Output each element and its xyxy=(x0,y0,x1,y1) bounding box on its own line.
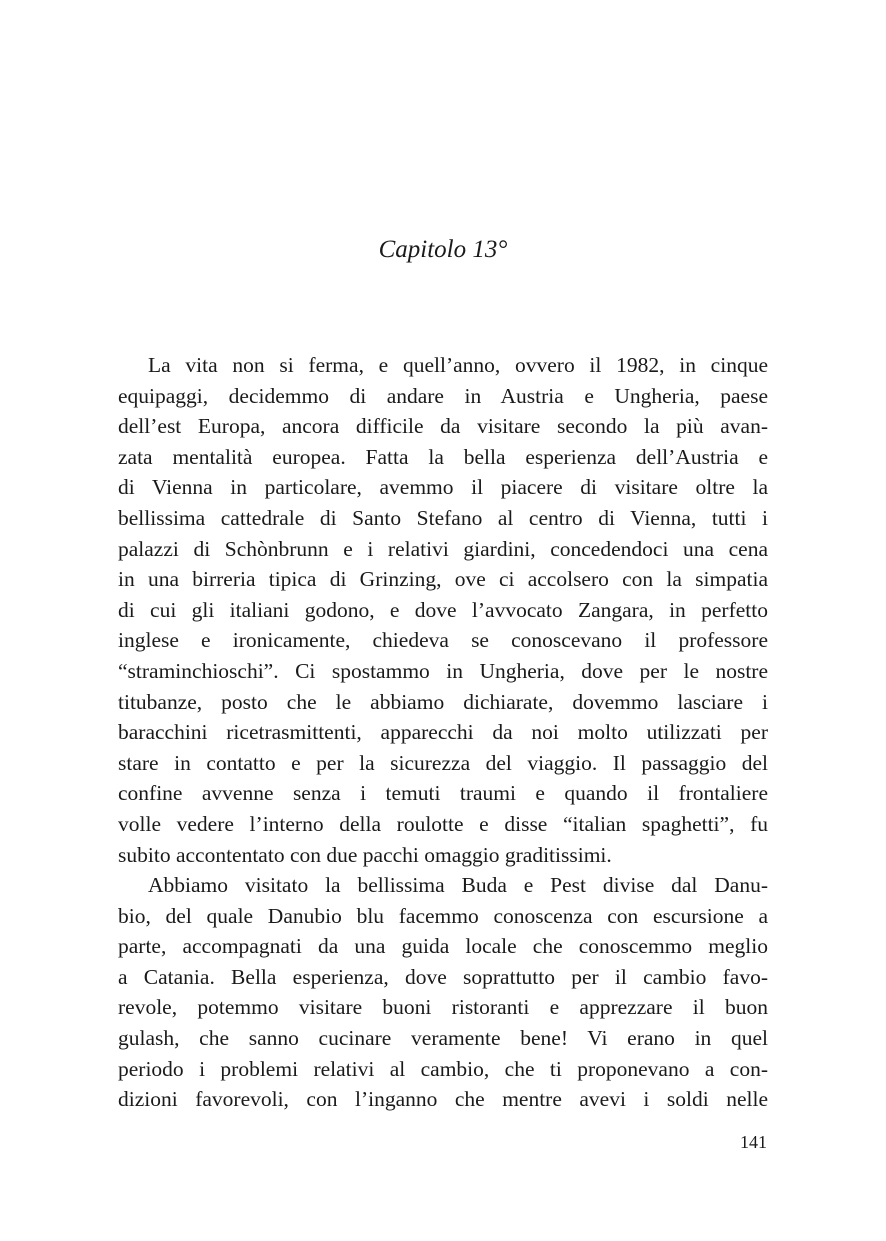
paragraph-1 xyxy=(118,350,768,870)
text-line: volle vedere l’interno della roulotte e disse “italian spaghetti”, fu xyxy=(118,811,768,836)
paragraph-2 xyxy=(118,870,768,1115)
text-line: stare in contatto e per la sicurezza del viaggio. Il passaggio del xyxy=(118,750,768,775)
text-line: revole, potemmo visitare buoni ristoranti e apprezzare il buon xyxy=(118,995,768,1020)
text-line: di cui gli italiani godono, e dove l’avvocato Zangara, in perfetto xyxy=(118,597,768,622)
text-line: inglese e ironicamente, chiedeva se conoscevano il professore xyxy=(118,628,768,653)
text-line: equipaggi, decidemmo di andare in Austria e Ungheria, paese xyxy=(118,383,768,408)
text-line: periodo i problemi relativi al cambio, che ti proponevano a con- xyxy=(118,1056,768,1081)
text-line: in una birreria tipica di Grinzing, ove ci accolsero con la simpatia xyxy=(118,567,768,592)
text-line: gulash, che sanno cucinare veramente bene! Vi erano in quel xyxy=(118,1026,768,1051)
body-text xyxy=(118,350,768,1115)
text-line: di Vienna in particolare, avemmo il piacere di visitare oltre la xyxy=(118,475,768,500)
text-line: confine avvenne senza i temuti traumi e quando il frontaliere xyxy=(118,781,768,806)
text-line: titubanze, posto che le abbiamo dichiarate, dovemmo lasciare i xyxy=(118,689,768,714)
text-line: bellissima cattedrale di Santo Stefano al centro di Vienna, tutti i xyxy=(118,505,768,530)
text-line: baracchini ricetrasmittenti, apparecchi da noi molto utilizzati per xyxy=(118,720,768,745)
text-line: a Catania. Bella esperienza, dove soprattutto per il cambio favo- xyxy=(118,964,768,989)
text-line: subito accontentato con due pacchi omaggio graditissimi. xyxy=(118,842,612,867)
text-line: palazzi di Schònbrunn e i relativi giardini, concedendoci una cena xyxy=(118,536,768,561)
text-line: dell’est Europa, ancora difficile da visitare secondo la più avan- xyxy=(118,414,768,439)
chapter-title: Capitolo 13° xyxy=(378,236,508,263)
text-line: Abbiamo visitato la bellissima Buda e Pest divise dal Danu- xyxy=(148,873,768,898)
text-line: “straminchioschi”. Ci spostammo in Ungheria, dove per le nostre xyxy=(118,658,768,683)
page-number: 141 xyxy=(740,1132,767,1152)
text-line: zata mentalità europea. Fatta la bella esperienza dell’Austria e xyxy=(118,444,768,469)
text-line: La vita non si ferma, e quell’anno, ovvero il 1982, in cinque xyxy=(148,353,768,377)
text-line: parte, accompagnati da una guida locale che conoscemmo meglio xyxy=(118,934,768,959)
text-line: bio, del quale Danubio blu facemmo conoscenza con escursione a xyxy=(118,903,768,928)
text-line: dizioni favorevoli, con l’inganno che mentre avevi i soldi nelle xyxy=(118,1087,768,1112)
